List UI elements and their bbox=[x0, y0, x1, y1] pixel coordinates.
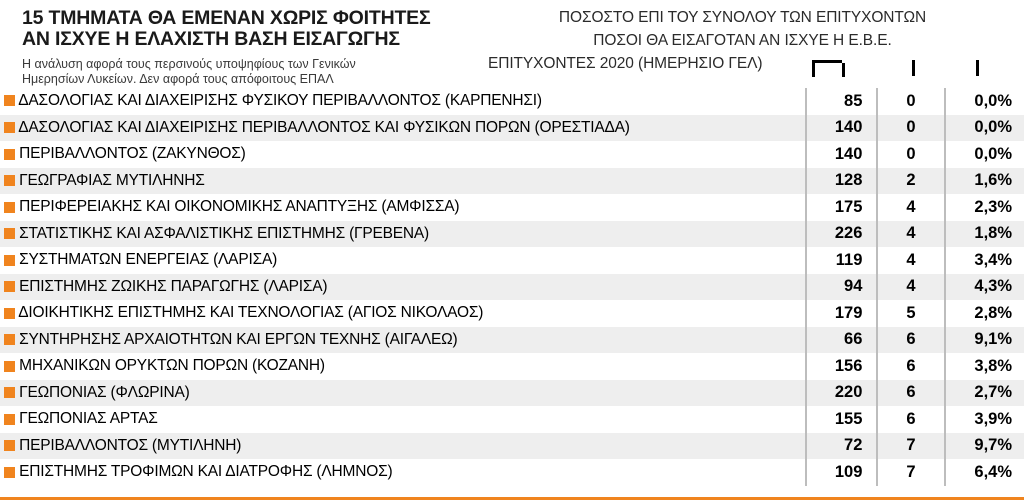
bullet-square-icon bbox=[4, 334, 15, 345]
admitted-cell: 179 bbox=[806, 300, 877, 327]
dept-cell bbox=[0, 300, 806, 327]
dept-label: ΠΕΡΙΒΑΛΛΟΝΤΟΣ (ΖΑΚΥΝΘΟΣ) bbox=[19, 145, 246, 163]
percent-cell: 1,8% bbox=[945, 221, 1024, 248]
column-header-percent: ΠΟΣΟΣΤΟ ΕΠΙ ΤΟΥ ΣΥΝΟΛΟΥ ΤΩΝ ΕΠΙΤΥΧΟΝΤΩΝ bbox=[558, 9, 927, 26]
column-pointer-marks bbox=[0, 60, 1024, 88]
percent-cell: 3,8% bbox=[945, 353, 1024, 380]
bullet-square-icon bbox=[4, 467, 15, 478]
bullet-square-icon bbox=[4, 281, 15, 292]
percent-cell: 3,9% bbox=[945, 406, 1024, 433]
dept-label: ΔΙΟΙΚΗΤΙΚΗΣ ΕΠΙΣΤΗΜΗΣ ΚΑΙ ΤΕΧΝΟΛΟΓΙΑΣ (ΑΓΙΟΣ ΝΙΚΟΛΑΟΣ) bbox=[18, 304, 484, 322]
page-title-line-2: ΑΝ ΙΣΧΥΕ Η ΕΛΑΧΙΣΤΗ ΒΑΣΗ ΕΙΣΑΓΩΓΗΣ bbox=[22, 28, 400, 50]
table-row bbox=[0, 274, 1024, 301]
percent-cell: 6,4% bbox=[945, 459, 1024, 486]
admitted-cell: 109 bbox=[806, 459, 877, 486]
dept-cell bbox=[0, 88, 806, 115]
percent-cell: 0,0% bbox=[945, 88, 1024, 115]
table-row bbox=[0, 300, 1024, 327]
bullet-square-icon bbox=[4, 228, 15, 239]
bracket-admitted bbox=[812, 60, 842, 77]
dept-label: ΔΑΣΟΛΟΓΙΑΣ ΚΑΙ ΔΙΑΧΕΙΡΙΣΗΣ ΦΥΣΙΚΟΥ ΠΕΡΙΒΑΛΛΟΝΤΟΣ (ΚΑΡΠΕΝΗΣΙ) bbox=[18, 92, 542, 109]
tick-would-enter bbox=[912, 60, 915, 76]
dept-cell bbox=[0, 221, 806, 248]
bullet-square-icon bbox=[4, 308, 15, 319]
admitted-cell: 140 bbox=[806, 115, 877, 142]
percent-cell: 0,0% bbox=[945, 115, 1024, 142]
admitted-cell: 72 bbox=[806, 433, 877, 460]
would-enter-cell: 6 bbox=[877, 406, 944, 433]
admitted-cell: 155 bbox=[806, 406, 877, 433]
dept-cell bbox=[0, 433, 806, 460]
admitted-cell: 156 bbox=[806, 353, 877, 380]
admitted-cell: 226 bbox=[806, 221, 877, 248]
would-enter-cell: 5 bbox=[877, 300, 944, 327]
bullet-square-icon bbox=[4, 149, 15, 160]
table-row bbox=[0, 433, 1024, 460]
bullet-square-icon bbox=[4, 414, 15, 425]
subtitle-line-1: Η ανάλυση αφορά τους περσινούς υποψηφίους των Γενικών bbox=[22, 57, 356, 71]
dept-cell bbox=[0, 380, 806, 407]
would-enter-cell: 0 bbox=[877, 115, 944, 142]
dept-cell bbox=[0, 274, 806, 301]
admitted-cell: 94 bbox=[806, 274, 877, 301]
would-enter-cell: 4 bbox=[877, 247, 944, 274]
table-row bbox=[0, 221, 1024, 248]
dept-cell bbox=[0, 141, 806, 168]
would-enter-cell: 0 bbox=[877, 88, 944, 115]
table-row bbox=[0, 88, 1024, 115]
bullet-square-icon bbox=[4, 255, 15, 266]
percent-cell: 2,8% bbox=[945, 300, 1024, 327]
percent-cell: 3,4% bbox=[945, 247, 1024, 274]
page-title-line-1: 15 ΤΜΗΜΑΤΑ ΘΑ ΕΜΕΝΑΝ ΧΩΡΙΣ ΦΟΙΤΗΤΕΣ bbox=[22, 7, 431, 29]
column-header-admitted: ΕΠΙΤΥΧΟΝΤΕΣ 2020 (ΗΜΕΡΗΣΙΟ ΓΕΛ) bbox=[488, 55, 763, 72]
admitted-cell: 66 bbox=[806, 327, 877, 354]
admitted-cell: 220 bbox=[806, 380, 877, 407]
dept-label: ΣΥΝΤΗΡΗΣΗΣ ΑΡΧΑΙΟΤΗΤΩΝ ΚΑΙ ΕΡΓΩΝ ΤΕΧΝΗΣ (ΑΙΓΑΛΕΩ) bbox=[19, 330, 458, 348]
table-body bbox=[0, 88, 1024, 486]
departments-table bbox=[0, 88, 1024, 486]
admitted-cell: 140 bbox=[806, 141, 877, 168]
percent-cell: 9,1% bbox=[945, 327, 1024, 354]
admitted-cell: 175 bbox=[806, 194, 877, 221]
dept-cell bbox=[0, 353, 806, 380]
dept-cell bbox=[0, 168, 806, 195]
table-row bbox=[0, 380, 1024, 407]
would-enter-cell: 7 bbox=[877, 459, 944, 486]
table-row bbox=[0, 406, 1024, 433]
dept-cell bbox=[0, 327, 806, 354]
would-enter-cell: 6 bbox=[877, 353, 944, 380]
would-enter-cell: 4 bbox=[877, 221, 944, 248]
would-enter-cell: 7 bbox=[877, 433, 944, 460]
table-row bbox=[0, 327, 1024, 354]
percent-cell: 2,7% bbox=[945, 380, 1024, 407]
percent-cell: 4,3% bbox=[945, 274, 1024, 301]
subtitle-line-2: Ημερησίων Λυκείων. Δεν αφορά τους απόφοιτους ΕΠΑΛ bbox=[22, 72, 334, 86]
dept-label: ΣΥΣΤΗΜΑΤΩΝ ΕΝΕΡΓΕΙΑΣ (ΛΑΡΙΣΑ) bbox=[19, 251, 278, 269]
admitted-cell: 119 bbox=[806, 247, 877, 274]
dept-cell bbox=[0, 194, 806, 221]
table-row bbox=[0, 459, 1024, 486]
would-enter-cell: 4 bbox=[877, 194, 944, 221]
bullet-square-icon bbox=[4, 387, 15, 398]
column-header-would-enter: ΠΟΣΟΙ ΘΑ ΕΙΣΑΓΟΤΑΝ ΑΝ ΙΣΧΥΕ Η Ε.Β.Ε. bbox=[593, 32, 892, 49]
table-row bbox=[0, 141, 1024, 168]
dept-cell bbox=[0, 459, 806, 486]
percent-cell: 0,0% bbox=[945, 141, 1024, 168]
bullet-square-icon bbox=[4, 202, 15, 213]
would-enter-cell: 2 bbox=[877, 168, 944, 195]
would-enter-cell: 6 bbox=[877, 327, 944, 354]
dept-label: ΠΕΡΙΦΕΡΕΙΑΚΗΣ ΚΑΙ ΟΙΚΟΝΟΜΙΚΗΣ ΑΝΑΠΤΥΞΗΣ (ΑΜΦΙΣΣΑ) bbox=[19, 198, 460, 216]
dept-label: ΓΕΩΓΡΑΦΙΑΣ ΜΥΤΙΛΗΝΗΣ bbox=[19, 171, 205, 189]
would-enter-cell: 4 bbox=[877, 274, 944, 301]
bullet-square-icon bbox=[4, 175, 15, 186]
bullet-square-icon bbox=[4, 122, 15, 133]
bullet-square-icon bbox=[4, 95, 15, 106]
dept-label: ΕΠΙΣΤΗΜΗΣ ΖΩΙΚΗΣ ΠΑΡΑΓΩΓΗΣ (ΛΑΡΙΣΑ) bbox=[19, 277, 328, 295]
percent-cell: 1,6% bbox=[945, 168, 1024, 195]
percent-cell: 9,7% bbox=[945, 433, 1024, 460]
would-enter-cell: 0 bbox=[877, 141, 944, 168]
bullet-square-icon bbox=[4, 440, 15, 451]
dept-label: ΠΕΡΙΒΑΛΛΟΝΤΟΣ (ΜΥΤΙΛΗΝΗ) bbox=[19, 436, 242, 454]
dept-label: ΕΠΙΣΤΗΜΗΣ ΤΡΟΦΙΜΩΝ ΚΑΙ ΔΙΑΤΡΟΦΗΣ (ΛΗΜΝΟΣ) bbox=[19, 463, 393, 481]
table-row bbox=[0, 168, 1024, 195]
dept-cell bbox=[0, 406, 806, 433]
dept-label: ΜΗΧΑΝΙΚΩΝ ΟΡΥΚΤΩΝ ΠΟΡΩΝ (ΚΟΖΑΝΗ) bbox=[19, 357, 325, 375]
would-enter-cell: 6 bbox=[877, 380, 944, 407]
dept-label: ΓΕΩΠΟΝΙΑΣ (ΦΛΩΡΙΝΑ) bbox=[19, 383, 190, 401]
admitted-cell: 128 bbox=[806, 168, 877, 195]
table-row bbox=[0, 194, 1024, 221]
table-row bbox=[0, 115, 1024, 142]
dept-label: ΔΑΣΟΛΟΓΙΑΣ ΚΑΙ ΔΙΑΧΕΙΡΙΣΗΣ ΠΕΡΙΒΑΛΛΟΝΤΟΣ ΚΑΙ ΦΥΣΙΚΩΝ ΠΟΡΩΝ (ΟΡΕΣΤΙΑΔΑ) bbox=[18, 118, 630, 136]
dept-cell bbox=[0, 115, 806, 142]
dept-cell bbox=[0, 247, 806, 274]
header bbox=[0, 0, 1024, 88]
table-row bbox=[0, 353, 1024, 380]
dept-label: ΓΕΩΠΟΝΙΑΣ ΑΡΤΑΣ bbox=[19, 410, 158, 428]
dept-label: ΣΤΑΤΙΣΤΙΚΗΣ ΚΑΙ ΑΣΦΑΛΙΣΤΙΚΗΣ ΕΠΙΣΤΗΜΗΣ (ΓΡΕΒΕΝΑ) bbox=[19, 224, 430, 242]
admitted-cell: 85 bbox=[806, 88, 877, 115]
bullet-square-icon bbox=[4, 361, 15, 372]
table-row bbox=[0, 247, 1024, 274]
tick-percent bbox=[976, 60, 979, 76]
percent-cell: 2,3% bbox=[945, 194, 1024, 221]
